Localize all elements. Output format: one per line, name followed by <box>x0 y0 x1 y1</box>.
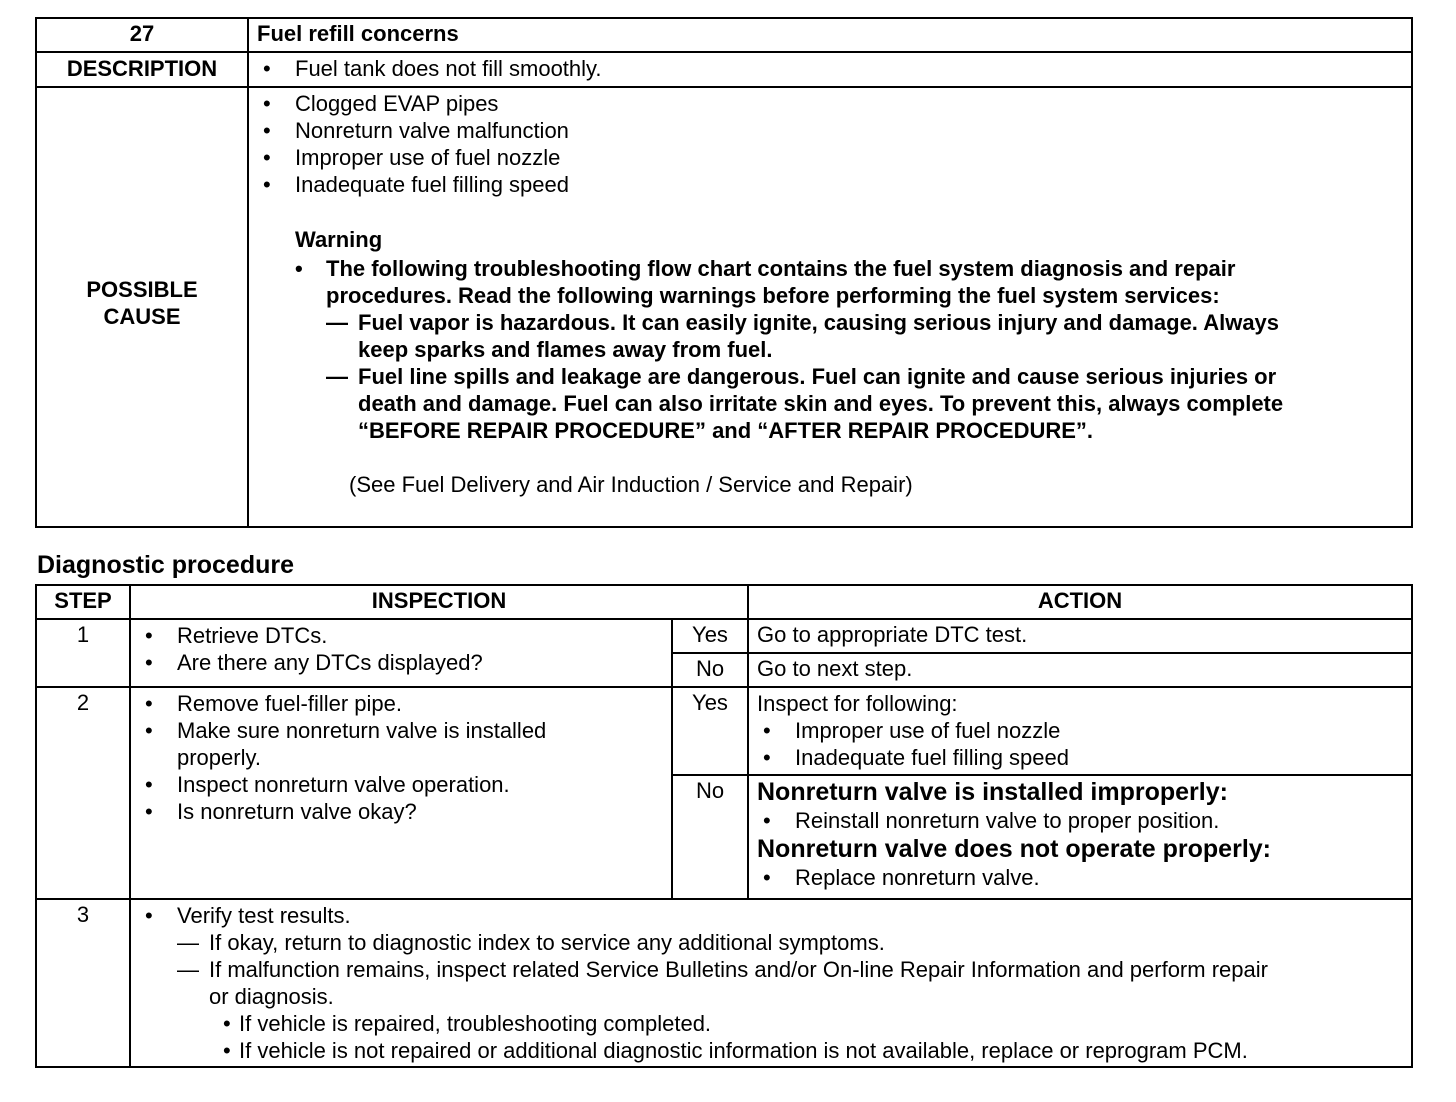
see-reference: (See Fuel Delivery and Air Induction / Service and Repair) <box>349 472 913 497</box>
warning-main-2: procedures. Read the following warnings before performing the fuel system services: <box>326 283 1220 308</box>
inspection-item: • Retrieve DTCs. <box>131 622 671 649</box>
step-2-no-action <box>748 775 1412 899</box>
col-step: STEP <box>36 585 130 619</box>
inspection-item-line-2: properly. <box>177 745 261 770</box>
warning-sub-1-line-2: keep sparks and flames away from fuel. <box>358 337 773 362</box>
no-heading-2: Nonreturn valve does not operate properly: <box>757 835 1271 863</box>
concern-number: 27 <box>36 18 248 52</box>
step-3-dash-1: — If okay, return to diagnostic index to service any additional symptoms. <box>177 929 1411 956</box>
step-3-sub-2: • If vehicle is not repaired or additional diagnostic information is not available, replace or reprogram PCM. <box>209 1037 1411 1064</box>
cause-item: • Nonreturn valve malfunction <box>249 117 1411 144</box>
warning-sub-1-line-1: — Fuel vapor is hazardous. It can easily ignite, causing serious injury and damage. Always <box>358 310 1280 335</box>
diagnostic-heading: Diagnostic procedure <box>37 551 294 579</box>
step-1-number: 1 <box>36 619 130 687</box>
warning-sub-2-line-2: death and damage. Fuel can also irritate skin and eyes. To prevent this, always complete <box>358 391 1284 416</box>
possible-cause-cell <box>248 87 1412 527</box>
step-1-yes: Yes <box>672 619 748 653</box>
no-item-2: • Replace nonreturn valve. <box>749 864 1411 891</box>
warning-main-1: The following troubleshooting flow chart contains the fuel system diagnosis and repair <box>326 256 1236 281</box>
col-action: ACTION <box>748 585 1412 619</box>
yes-item: • Inadequate fuel filling speed <box>749 744 1411 771</box>
inspection-item: • Is nonreturn valve okay? <box>131 798 671 825</box>
step-3-sub-1: • If vehicle is repaired, troubleshooting completed. <box>209 1010 1411 1037</box>
step-1-no: No <box>672 653 748 687</box>
yes-intro: Inspect for following: <box>757 691 958 716</box>
possible-cause-label-1: POSSIBLE <box>86 277 198 302</box>
yes-item: • Improper use of fuel nozzle <box>749 717 1411 744</box>
inspection-item: • Are there any DTCs displayed? <box>131 649 671 676</box>
no-item-1: • Reinstall nonreturn valve to proper position. <box>749 807 1411 834</box>
description-label: DESCRIPTION <box>36 52 248 87</box>
step-1-no-action: Go to next step. <box>748 653 1412 687</box>
step-2-number: 2 <box>36 687 130 899</box>
step-3-dash-2 <box>177 956 1411 1064</box>
step-2-yes: Yes <box>672 687 748 775</box>
col-inspection: INSPECTION <box>130 585 748 619</box>
warning-block <box>249 255 1411 444</box>
description-cell <box>248 52 1412 87</box>
concern-table <box>35 17 1413 528</box>
possible-cause-label-2: CAUSE <box>103 304 181 329</box>
warning-sub-1 <box>326 309 1411 363</box>
step-2-yes-action <box>748 687 1412 775</box>
warning-sub-2-line-3: “BEFORE REPAIR PROCEDURE” and “AFTER REPAIR PROCEDURE”. <box>358 418 1094 443</box>
warning-bullet-icon: • <box>295 256 303 281</box>
warning-title: Warning <box>295 227 383 252</box>
possible-cause-label <box>36 87 248 527</box>
step-2-no: No <box>672 775 748 899</box>
warning-sub-2 <box>326 363 1411 444</box>
step-1-yes-action: Go to appropriate DTC test. <box>748 619 1412 653</box>
no-heading-1: Nonreturn valve is installed improperly: <box>757 778 1228 806</box>
inspection-item-line-1: • Make sure nonreturn valve is installed <box>177 718 547 743</box>
cause-item: • Improper use of fuel nozzle <box>249 144 1411 171</box>
step-3-number: 3 <box>36 899 130 1067</box>
step-3-main: • Verify test results. <box>131 902 1411 929</box>
step-3-inspection <box>130 899 1412 1067</box>
step-3-details <box>131 929 1411 1064</box>
step-2-inspection <box>130 687 672 899</box>
inspection-item: • Inspect nonreturn valve operation. <box>131 771 671 798</box>
concern-title-text: Fuel refill concerns <box>257 21 459 46</box>
inspection-item <box>131 717 671 771</box>
cause-item: • Inadequate fuel filling speed <box>249 171 1411 198</box>
cause-item: • Clogged EVAP pipes <box>249 90 1411 117</box>
step-3-dash-2-line-1: — If malfunction remains, inspect related Service Bulletins and/or On-line Repair Information and perform repair <box>209 957 1268 982</box>
concern-title <box>248 18 1412 52</box>
description-text: • Fuel tank does not fill smoothly. <box>249 55 1411 82</box>
step-1-inspection <box>130 619 672 687</box>
warning-sub-2-line-1: — Fuel line spills and leakage are dangerous. Fuel can ignite and cause serious injuries or <box>358 364 1277 389</box>
inspection-item: • Remove fuel-filler pipe. <box>131 690 671 717</box>
step-3-dash-2-line-2: or diagnosis. <box>209 984 334 1009</box>
diagnostic-table <box>35 584 1413 1068</box>
